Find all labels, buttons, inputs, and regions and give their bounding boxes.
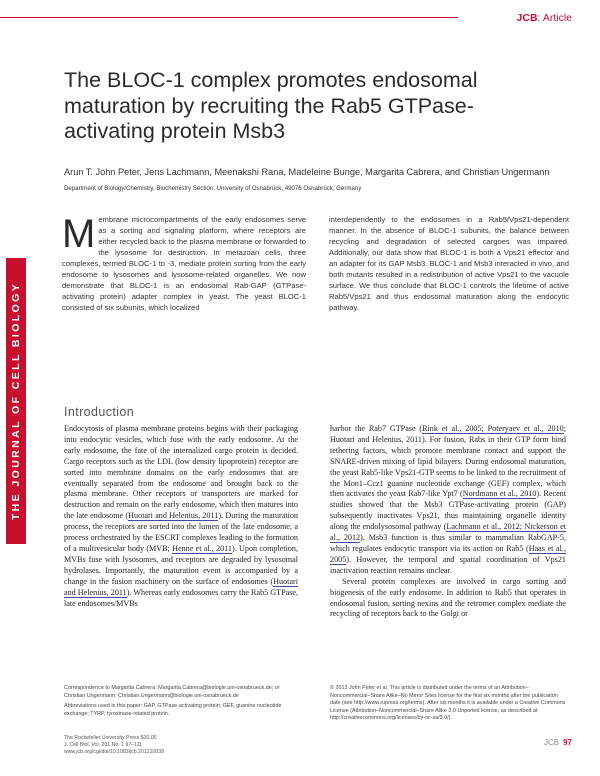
page-footer [544, 738, 572, 747]
body-column-2 [330, 424, 566, 666]
abbreviations-note: Abbreviations used in this paper: GAP, GTPase-activating protein; GEF, guanine nucleotide exchange; TYRP, tyrosinase-related protein. [64, 703, 282, 717]
section-heading-introduction: Introduction [64, 405, 135, 419]
journal-badge: JCB: Article [516, 12, 572, 24]
body-column-1 [64, 424, 298, 666]
journal-short: JCB [516, 12, 538, 24]
journal-name-vertical: THE JOURNAL OF CELL BIOLOGY [10, 281, 22, 521]
citation-link[interactable]: Huotari and Helenius, 2011 [64, 576, 298, 597]
doi-link[interactable]: www.jcb.org/cgi/doi/10.1083/jcb.201210038 [64, 749, 165, 756]
abstract-text-1: embrane microcompartments of the early endosomes serve as a sorting and signaling platform, where receptors are either recycled back to the plasma membrane or forwarded to the lysosome for destruction. In metazoan cells, three complexes, termed BLOC-1 to -3, mediate protein sorting from the early endosome to lysosomes and lysosome-related organelles. We now demonstrate that BLOC-1 is an endosomal Rab-GAP (GTPase-activating protein) adapter complex in yeast. The yeast BLOC-1 consisted of six subunits, which localized [62, 215, 306, 312]
license-note: © 2013 John Peter et al. This article is distributed under the terms of an Attribution–Noncommercial–Share Alike–No Mirror Sites license for the first six months after the publication date (see http://www.rupress.org/terms). After six months it is available under a Creative Commons License (Attribution–Noncommercial–Share Alike 3.0 Unported license, as described at http://creativecommons.org/licenses/by-nc-sa/3.0/). [330, 685, 566, 722]
citation-link[interactable]: Lachmann et al., 2012; Nickerson et al., 2012 [330, 522, 566, 543]
header-rule [0, 17, 458, 18]
article-title: The BLOC-1 complex promotes endosomal maturation by recruiting the Rab5 GTPase-activating protein Msb3 [64, 68, 478, 143]
journal-label: JCB [543, 738, 560, 747]
citation-link[interactable]: Huotari and Helenius, 2011 [128, 511, 219, 521]
page-number: 97 [563, 738, 572, 747]
author-list: Arun T. John Peter, Jens Lachmann, Meenakshi Rana, Madeleine Bunge, Margarita Cabrera, and Christian Ungermann [64, 167, 550, 177]
citation-link[interactable]: Haas et al., 2005 [330, 543, 566, 564]
publisher-line: The Rockefeller University Press $30.00 [64, 735, 157, 741]
article-type: Article [542, 12, 572, 24]
paragraph: harbor the Rab7 GTPase (Rink et al., 2005; Poteryaev et al., 2010; Huotari and Helenius, 2011). For fusion, Rabs in their GTP form bind tethering factors, which promote membrane contact and support the SNARE-driven mixing of lipid bilayers. During endosomal maturation, the yeast Rab5-like Vps21-GTP seems to be linked to the recruitment of the Mon1–Ccz1 guanine nucleotide exchange (GEF) complex, which then activates the yeast Rab7-like Ypt7 (Nordmann et al., 2010). Recent studies showed that the Msb3 GTPase-activating protein (GAP) subsequently inactivates Vps21, thus maintaining organelle identity along the endolysosomal pathway (Lachmann et al., 2012; Nickerson et al., 2012). Msb3 function is thus similar to mammalian RabGAP-5, which regulates endocytic transport via its action on Rab5 (Haas et al., 2005). However, the temporal and spatial coordination of Vps21 inactivation reaction remains unclear. [330, 424, 566, 575]
citation-link[interactable]: Henne et al., 2011 [172, 543, 232, 553]
citation-link[interactable]: Rink et al., 2005; Poteryaev et al., 2010 [422, 424, 564, 433]
paragraph: Endocytosis of plasma membrane proteins begins with their packaging into endocytic vesicles, which fuse with the early endosome. At the early endosome, the fate of the internalized cargo protein is decided. Cargo receptors such as the LDL (low density lipoprotein) receptor are sorted into membrane domains on the early endosomes that are eventually separated from the endosome and brought back to the plasma membrane. Other receptors or transporters are marked for destruction and remain on the early endosome, which then matures into the late endosome (Huotari and Helenius, 2011). During the maturation process, the receptors are sorted into the lumen of the late endosome, a process orchestrated by the ESCRT complexes leading to the formation of a multivesicular body (MVB; Henne et al., 2011). Upon completion, MVBs fuse with lysosomes, and receptors are degraded by lysosomal hydrolases. Importantly, the maturation event is accompanied by a change in the fusion machinery on the surface of endosomes (Huotari and Helenius, 2011). Whereas early endosomes carry the Rab5 GTPase, late endosomes/MVBs [64, 424, 298, 608]
footnotes-right [330, 685, 568, 726]
citation-line: J. Cell Biol. Vol. 201 No. 1 97–111 [64, 742, 142, 749]
abstract [62, 215, 580, 312]
paragraph: Several protein complexes are involved in cargo sorting and biogenesis of the early endosome. In addition to Rab5 that operates in endosomal fusion, sorting nexins and the retromer complex mediate the recycling of receptors back to the Golgi or [330, 576, 566, 619]
affiliation: Department of Biology/Chemistry, Biochemistry Section, University of Osnabrück, 49076 Osnabrück, Germany [64, 185, 362, 192]
footnotes-left [64, 685, 300, 721]
header-bar [0, 12, 600, 24]
publication-info [64, 735, 164, 757]
citation-link[interactable]: Nordmann et al., 2010 [462, 489, 537, 499]
abstract-dropcap: M [62, 215, 96, 256]
abstract-column-2: interdependently to the endosomes in a Rab5/Vps21-dependent manner. In the absence of BLOC-1 subunits, the balance between recycling and degradation of selected cargoes was impaired. Additionally, our data show that BLOC-1 is both a Vps21 effector and an adapter for its GAP Msb3. BLOC-1 and Msb3 interacted in vivo, and both mutants resulted in a redistribution of active Vps21 to the vacuole surface. We thus conclude that BLOC-1 controls the lifetime of active Rab5/Vps21 and thus endosomal maturation along the endocytic pathway. [329, 215, 569, 312]
correspondence-note: Correspondence to Margarita Cabrera: Margarita.Cabrera@biologie.uni-osnabrueck.de; or Christian Ungermann: Christian.Ungermann@biologie.uni-osnabrueck.de [64, 685, 280, 699]
journal-sidebar [6, 258, 26, 544]
